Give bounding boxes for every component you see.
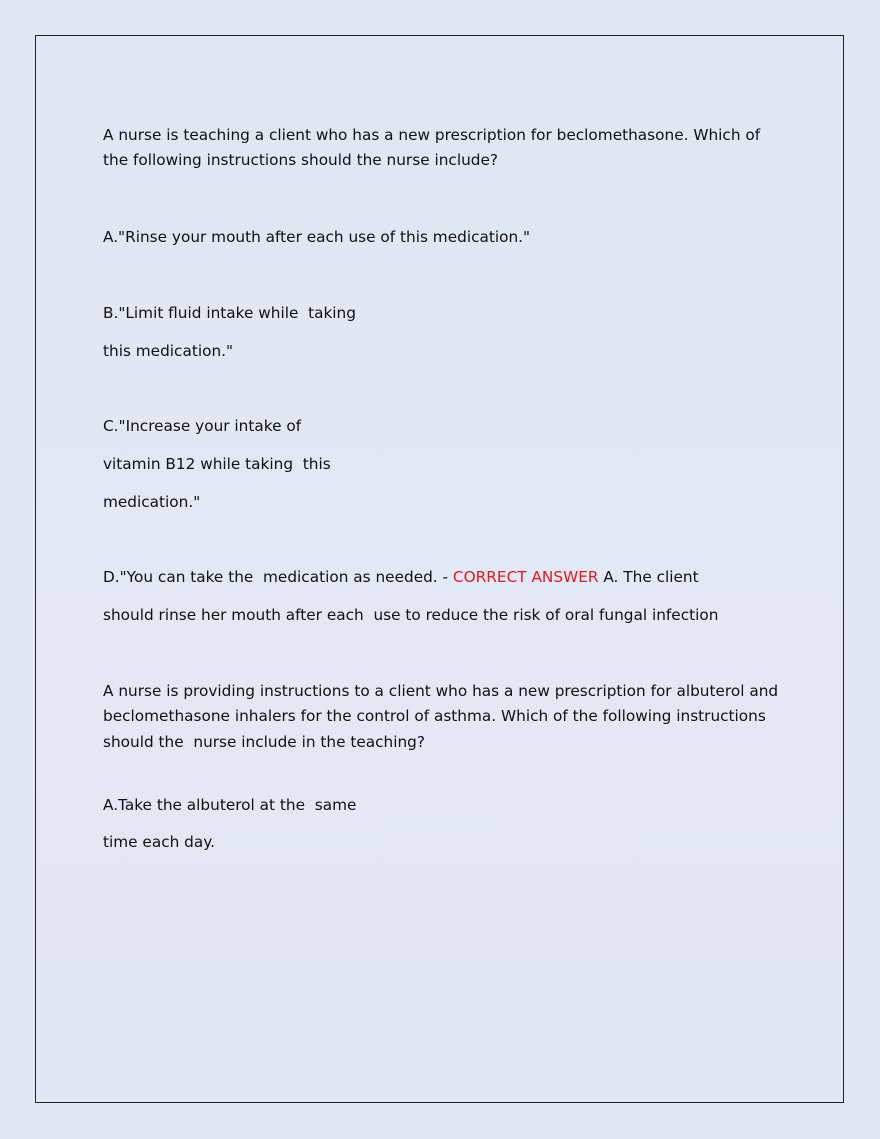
question-2-stem-line-2: beclomethasone inhalers for the control of asthma. Which of the following instructions bbox=[103, 707, 766, 725]
question-1-option-d bbox=[103, 565, 699, 591]
question-1-option-a: A."Rinse your mouth after each use of this medication." bbox=[103, 228, 531, 246]
document-page bbox=[35, 35, 844, 1103]
option-d-text: D."You can take the medication as needed. - bbox=[103, 568, 453, 586]
question-1-stem-line-2: the following instructions should the nurse include? bbox=[103, 151, 499, 169]
question-1-option-c-line-1: C."Increase your intake of bbox=[103, 417, 302, 435]
correct-answer-label: CORRECT ANSWER bbox=[452, 568, 599, 586]
question-1-option-c-line-2: vitamin B12 while taking this bbox=[103, 455, 331, 473]
question-2-option-a-line-2: time each day. bbox=[103, 833, 215, 851]
question-1-rationale-line-2: should rinse her mouth after each use to reduce the risk of oral fungal infection bbox=[103, 606, 719, 624]
question-1-option-c-line-3: medication." bbox=[103, 493, 201, 511]
question-2-option-a-line-1: A.Take the albuterol at the same bbox=[103, 796, 357, 814]
rationale-start: A. The client bbox=[598, 568, 699, 586]
question-2-stem-line-1: A nurse is providing instructions to a client who has a new prescription for albuterol and bbox=[103, 682, 779, 700]
question-2-stem-line-3: should the nurse include in the teaching? bbox=[103, 733, 426, 751]
question-1-stem-line-1: A nurse is teaching a client who has a new prescription for beclomethasone. Which of bbox=[103, 126, 761, 144]
question-1-option-b-line-2: this medication." bbox=[103, 342, 234, 360]
question-1-option-b-line-1: B."Limit fluid intake while taking bbox=[103, 304, 356, 322]
